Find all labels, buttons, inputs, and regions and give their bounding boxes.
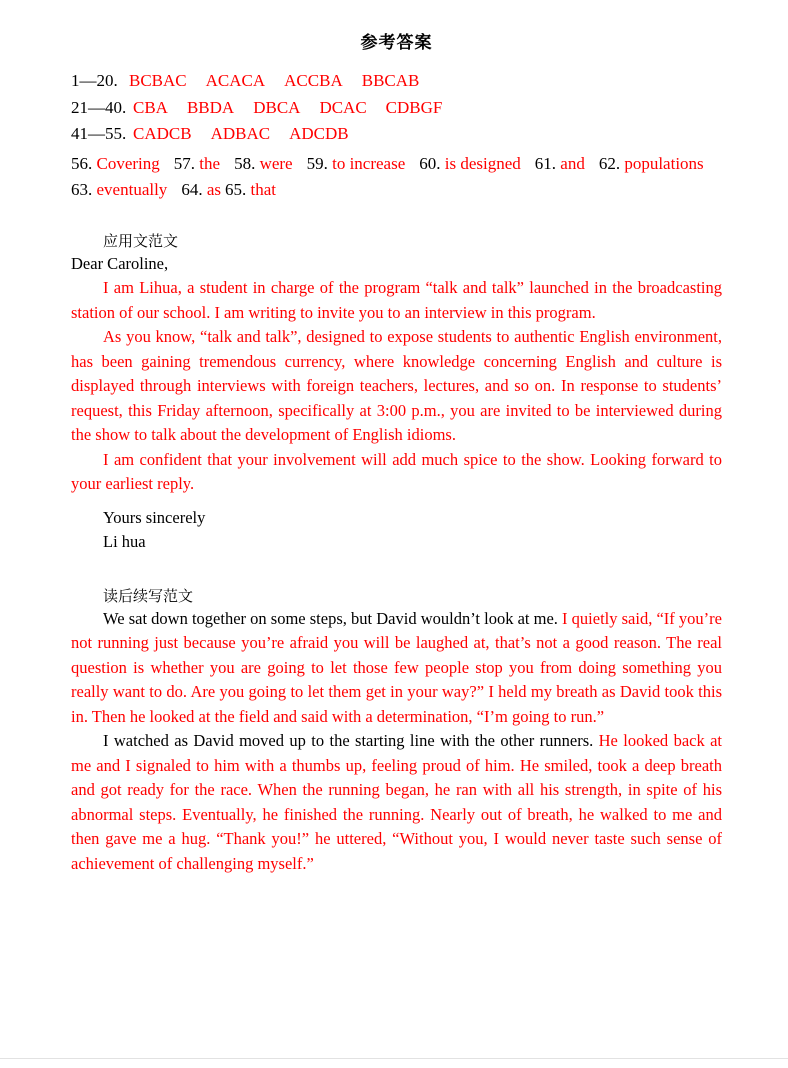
page-bottom-divider — [0, 1058, 788, 1059]
grammar-fill-item — [419, 154, 521, 173]
letter-signoff-name: Li hua — [103, 532, 146, 551]
item-number: 63. — [71, 180, 93, 199]
given-text-run: I watched as David moved up to the starting line with the other runners. — [103, 731, 599, 750]
item-answer: Covering — [96, 153, 160, 173]
answer-group: BBCAB — [361, 71, 420, 90]
answer-group: CBA — [133, 97, 168, 117]
answer-range-label: 21—40. — [71, 97, 127, 117]
answer-range-label: 1—20. — [71, 71, 118, 90]
answer-group: CADCB — [133, 124, 192, 143]
answer-key-row — [71, 68, 722, 95]
answer-group: DBCA — [253, 97, 301, 117]
section-heading-continuation-writing: 读后续写范文 — [103, 586, 194, 605]
grammar-fill-item — [535, 154, 585, 173]
letter-paragraph-1: I am Lihua, a student in charge of the program “talk and talk” launched in the broadcasting station of our school. I am writing to invite you to an interview in this program. — [71, 278, 722, 322]
answer-group: ACACA — [205, 71, 266, 90]
answer-group: BCBAC — [129, 71, 187, 90]
grammar-fill-item — [71, 180, 167, 199]
letter-salutation: Dear Caroline, — [71, 253, 169, 273]
answer-range-label: 41—55. — [71, 124, 127, 143]
answer-group-list — [133, 124, 349, 143]
grammar-fill-item — [599, 154, 704, 173]
item-number: 62. — [598, 153, 621, 173]
answer-group-list — [129, 71, 419, 90]
letter-paragraph-2: As you know, “talk and talk”, designed to expose students to authentic English environment, has been gaining tremendous currency, where knowledge concerning English and culture is displayed through interviews with foreign teachers, lectures, and so on. In response to students’ request, this Friday afternoon, specifically at 3:00 p.m., you are invited to be interviewed during the show to talk about the development of English idioms. — [71, 327, 722, 444]
item-answer: as — [206, 180, 221, 199]
answer-group: DCAC — [319, 97, 367, 117]
item-number: 59. — [306, 153, 328, 173]
item-number: 58. — [234, 153, 256, 173]
written-text-run: I quietly said, “If you’re not running just because you’re afraid you will be laughed at, that’s not a good reason. The real question is whether you are going to let those few people stop you from doing something you really want to do. Are you going to let them get in your way?” I held my breath as David took this in. Then he looked at the field and said with a determination, “I’m going to run.” — [71, 608, 722, 726]
continuation-paragraph-2 — [71, 729, 722, 876]
answer-key-section — [71, 68, 722, 148]
answer-key-row — [71, 121, 722, 148]
answer-key-row — [71, 95, 722, 122]
answer-group: ADCDB — [289, 124, 349, 143]
item-answer: and — [560, 153, 585, 173]
document-content — [71, 0, 722, 876]
item-answer: eventually — [96, 180, 168, 199]
given-text-run: We sat down together on some steps, but David wouldn’t look at me. — [103, 608, 563, 628]
grammar-fill-row — [71, 177, 722, 204]
grammar-fill-item — [234, 154, 293, 173]
item-answer: were — [259, 153, 293, 173]
grammar-fill-row — [71, 151, 722, 178]
grammar-fill-item — [181, 180, 221, 199]
grammar-fill-item — [71, 154, 160, 173]
written-text-run: He looked back at me and I signaled to him with a thumbs up, feeling proud of him. He smiled, took a deep breath and got ready for the race. When the running began, he ran with all his strength, in spite of his abnormal steps. Eventually, he finished the running. Nearly out of breath, he walked to me and then gave me a hug. “Thank you!” he uttered, “Without you, I would never taste such sense of achievement of challenging myself.” — [71, 731, 723, 873]
item-number: 56. — [71, 153, 93, 173]
grammar-fill-item — [307, 154, 406, 173]
item-number: 57. — [173, 153, 196, 173]
grammar-fill-item — [225, 180, 276, 199]
answer-group: ADBAC — [210, 124, 271, 143]
section-heading-applied-writing: 应用文范文 — [103, 231, 179, 250]
item-answer: populations — [624, 153, 704, 173]
continuation-paragraph-1 — [71, 607, 722, 730]
letter-paragraph-3: I am confident that your involvement will add much spice to the show. Looking forward to your earliest reply. — [71, 449, 722, 493]
grammar-fill-section — [71, 151, 722, 204]
answer-group-list — [133, 98, 442, 117]
item-answer: that — [250, 180, 276, 199]
answer-group: BBDA — [186, 97, 235, 117]
item-number: 61. — [534, 153, 557, 173]
item-answer: to increase — [332, 153, 406, 173]
letter-signoff-closing: Yours sincerely — [103, 507, 206, 527]
grammar-fill-item — [174, 154, 220, 173]
answer-group: ACCBA — [284, 71, 343, 90]
item-number: 60. — [419, 153, 441, 173]
answer-group: CDBGF — [385, 97, 443, 117]
item-answer: is designed — [444, 153, 521, 173]
item-answer: the — [199, 153, 221, 173]
item-number: 65. — [224, 180, 247, 199]
page-title: 参考答案 — [360, 33, 433, 52]
item-number: 64. — [181, 180, 203, 199]
